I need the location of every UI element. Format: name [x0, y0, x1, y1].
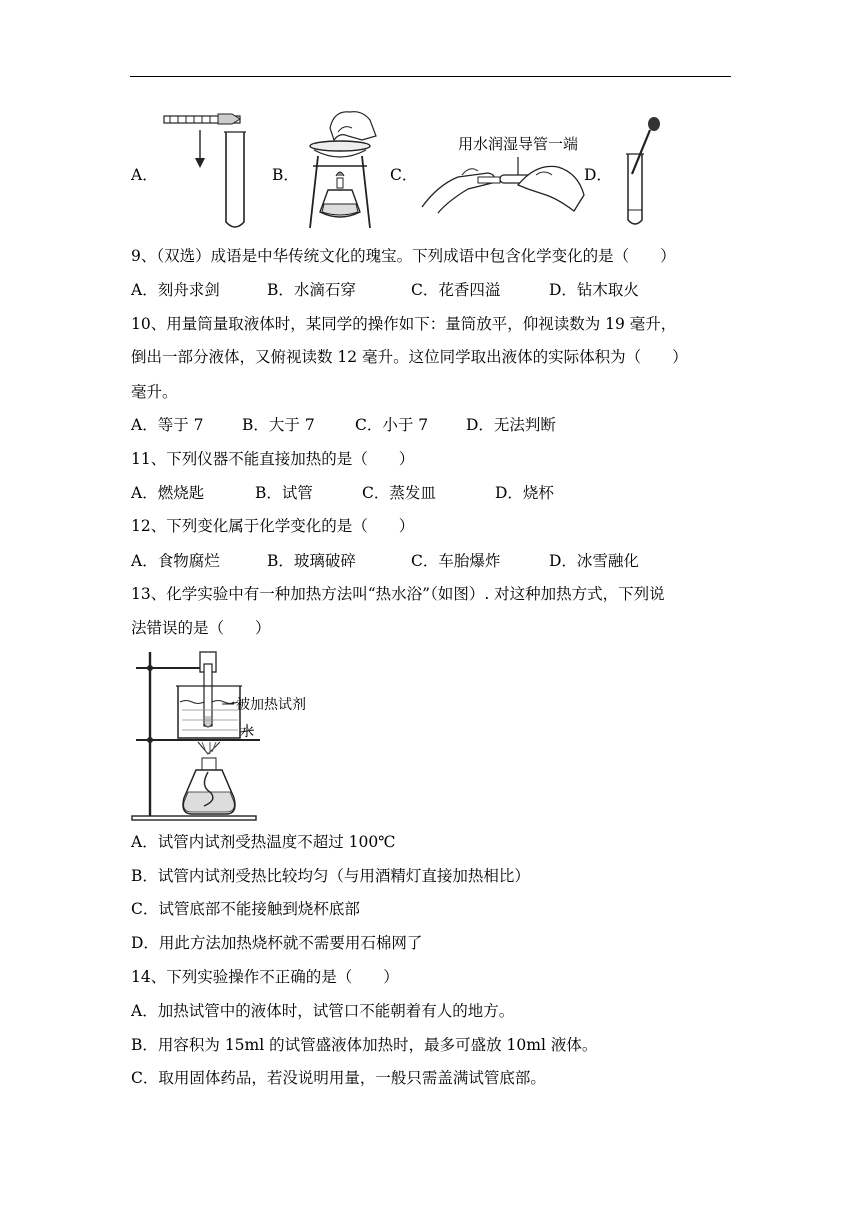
q9-stem: 9、（双选）成语是中华传统文化的瑰宝。下列成语中包含化学变化的是（ ）	[131, 247, 676, 265]
q9-option-c: C．花香四溢	[411, 281, 501, 299]
q12-option-d: D．冰雪融化	[549, 552, 639, 570]
q10-option-d: D．无法判断	[466, 416, 556, 434]
q8-option-c-label: C．	[390, 166, 418, 184]
q11-option-d: D．烧杯	[495, 484, 554, 502]
q14-option-b: B．用容积为 15ml 的试管盛液体加热时，最多可盛放 10ml 液体。	[131, 1036, 598, 1054]
q9-option-b: B．水滴石穿	[267, 281, 356, 299]
header-rule	[130, 76, 731, 77]
q10-stem-line2: 倒出一部分液体，又俯视读数 12 毫升。这位同学取出液体的实际体积为（ ）	[131, 348, 688, 366]
q10-option-b: B．大于 7	[242, 416, 315, 434]
q13-option-c: C．试管底部不能接触到烧杯底部	[131, 900, 360, 918]
q8-option-d-label: D．	[584, 166, 612, 184]
wet-glass-tube-figure	[418, 155, 588, 215]
q11-stem: 11、下列仪器不能直接加热的是（ ）	[131, 450, 415, 468]
q13-option-b: B．试管内试剂受热比较均匀（与用酒精灯直接加热相比）	[131, 867, 530, 885]
q9-option-d: D．钻木取火	[549, 281, 639, 299]
q12-option-c: C．车胎爆炸	[411, 552, 501, 570]
q14-option-c: C．取用固体药品，若没说明用量，一般只需盖满试管底部。	[131, 1069, 546, 1087]
q11-option-b: B．试管	[255, 484, 313, 502]
q11-option-c: C．蒸发皿	[362, 484, 436, 502]
q13-stem-line2: 法错误的是（ ）	[131, 619, 271, 637]
q8-option-b-label: B．	[272, 166, 299, 184]
q8-option-a-label: A．	[131, 166, 158, 184]
q11-option-a: A．燃烧匙	[131, 484, 205, 502]
q13-stem-line1: 13、化学实验中有一种加热方法叫“热水浴”（如图）. 对这种加热方式，下列说	[131, 585, 665, 603]
q13-option-a: A．试管内试剂受热温度不超过 100℃	[131, 833, 396, 851]
q13-option-d: D．用此方法加热烧杯就不需要用石棉网了	[131, 934, 423, 952]
q8-c-caption: 用水润湿导管一端	[458, 135, 579, 153]
q12-option-b: B．玻璃破碎	[267, 552, 356, 570]
q10-stem-line1: 10、用量筒量取液体时，某同学的操作如下：量筒放平，仰视读数为 19 毫升，	[131, 315, 677, 333]
q10-option-c: C．小于 7	[355, 416, 429, 434]
evaporating-dish-burner-figure	[300, 106, 382, 232]
q14-stem: 14、下列实验操作不正确的是（ ）	[131, 968, 399, 986]
q10-stem-line3: 毫升。	[131, 383, 178, 401]
figure-label-reagent: 被加热试剂	[236, 697, 306, 713]
dropper-test-tube-figure	[616, 114, 666, 230]
spatula-test-tube-figure	[160, 110, 260, 234]
q12-stem: 12、下列变化属于化学变化的是（ ）	[131, 517, 415, 535]
q12-option-a: A．食物腐烂	[131, 552, 220, 570]
q9-option-a: A．刻舟求剑	[131, 281, 220, 299]
q10-option-a: A．等于 7	[131, 416, 204, 434]
q14-option-a: A．加热试管中的液体时，试管口不能朝着有人的地方。	[131, 1002, 515, 1020]
hot-water-bath-figure	[130, 646, 330, 822]
figure-label-water: 水	[240, 724, 254, 740]
